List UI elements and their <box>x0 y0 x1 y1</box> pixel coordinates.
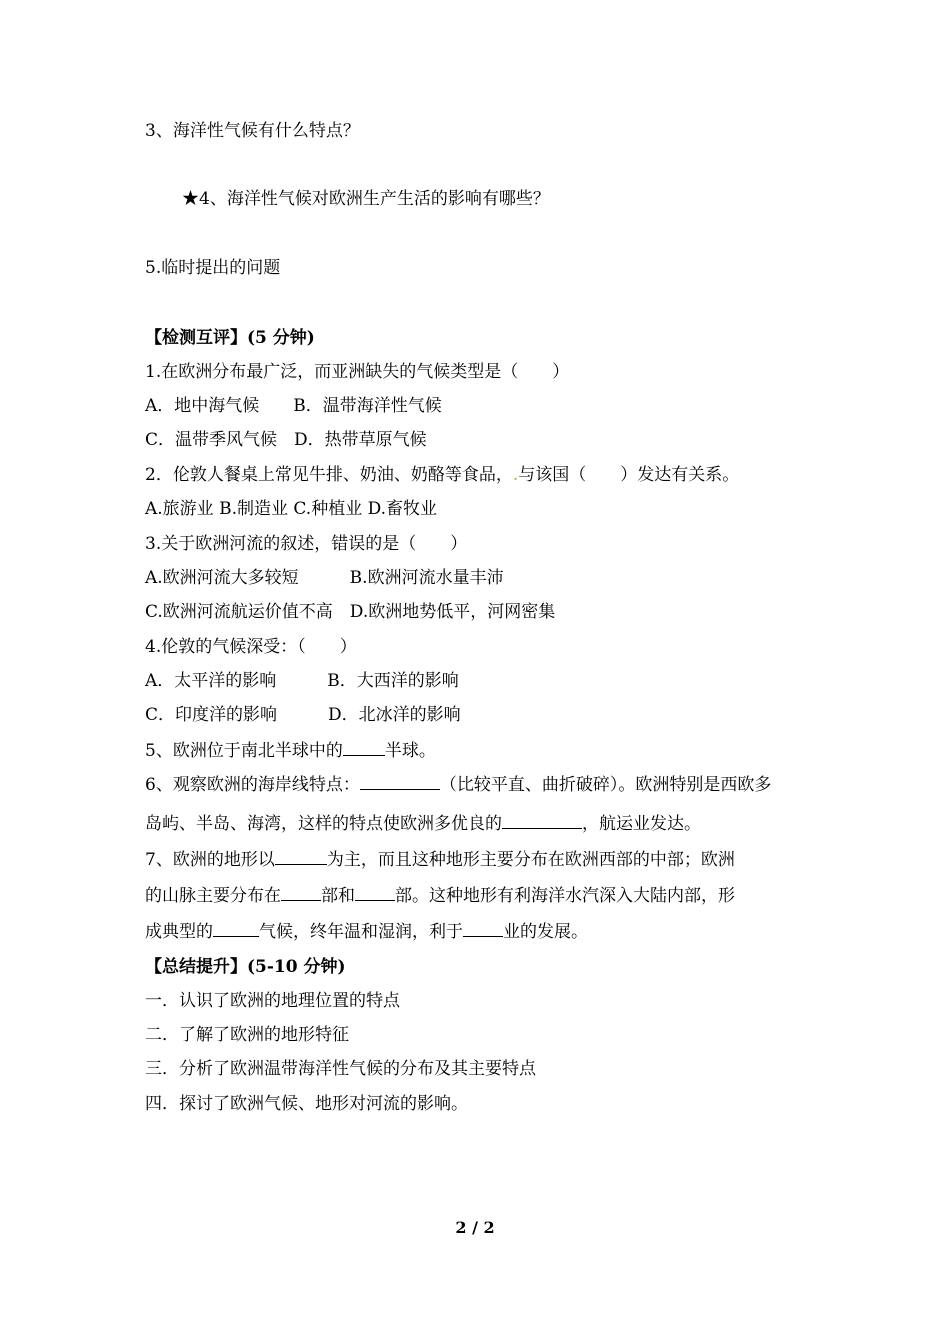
summary-point-1: 一．认识了欧洲的地理位置的特点 <box>145 991 400 1011</box>
test-item-7-line1 <box>145 848 735 871</box>
test-item-2-options: A.旅游业 B.制造业 C.种植业 D.畜牧业 <box>145 499 438 519</box>
question-3: 3、海洋性气候有什么特点？ <box>145 121 360 141</box>
test-item-6-line2 <box>145 812 701 835</box>
test-item-7-text-4: 部。这种地形有利海洋水汽深入大陆内部，形 <box>395 886 735 906</box>
test-item-2-part2: 与该国（ ）发达有关系。 <box>518 465 740 485</box>
test-item-7-line3 <box>145 920 588 943</box>
summary-section-heading: 【总结提升】(5-10 分钟) <box>145 957 346 977</box>
test-item-2 <box>145 464 739 486</box>
test-item-6-line1 <box>145 773 771 796</box>
test-item-6-text-2: 岛屿、半岛、海湾，这样的特点使欧洲多优良的 <box>145 814 502 834</box>
question-5: 5.临时提出的问题 <box>145 258 281 278</box>
test-item-7-text-2: 的山脉主要分布在 <box>145 886 281 906</box>
test-item-3-options-cd: C.欧洲河流航运价值不高 D.欧洲地势低平，河网密集 <box>145 602 556 622</box>
test-item-3-options-ab: A.欧洲河流大多较短 B.欧洲河流水量丰沛 <box>145 568 504 588</box>
test-item-1: 1.在欧洲分布最广泛，而亚洲缺失的气候类型是（ ） <box>145 362 570 382</box>
test-item-4-options-cd: C．印度洋的影响 D．北冰洋的影响 <box>145 705 461 725</box>
summary-point-2: 二．了解了欧洲的地形特征 <box>145 1025 349 1045</box>
test-item-6-text: 6、观察欧洲的海岸线特点： <box>145 775 360 795</box>
fill-blank[interactable] <box>281 884 321 901</box>
fill-blank[interactable] <box>463 920 503 937</box>
test-item-6-text-end: ，航运业发达。 <box>582 814 701 834</box>
test-section-heading: 【检测互评】(5 分钟) <box>145 328 315 348</box>
test-item-2-part1: 2．伦敦人餐桌上常见牛排、奶油、奶酪等食品， <box>145 465 513 485</box>
fill-blank[interactable] <box>275 848 327 865</box>
summary-point-3: 三．分析了欧洲温带海洋性气候的分布及其主要特点 <box>145 1059 536 1079</box>
test-item-1-options-cd: C．温带季风气候 D．热带草原气候 <box>145 430 427 450</box>
test-item-4-options-ab: A．太平洋的影响 B．大西洋的影响 <box>145 671 459 691</box>
test-item-5-text: 5、欧洲位于南北半球中的 <box>145 741 343 761</box>
test-item-7-text: 7、欧洲的地形以 <box>145 850 275 870</box>
test-item-7-text-6: 气候，终年温和湿润，利于 <box>259 922 463 942</box>
test-item-3: 3.关于欧洲河流的叙述，错误的是（ ） <box>145 534 468 554</box>
page-number: 2 / 2 <box>455 1218 495 1237</box>
test-item-5 <box>145 739 436 762</box>
edit-mark: . <box>512 465 519 485</box>
test-item-7-text-3: 部和 <box>321 886 355 906</box>
fill-blank[interactable] <box>360 773 440 790</box>
test-item-5-text-end: 半球。 <box>384 741 436 761</box>
test-item-6-text-cont: （比较平直、曲折破碎）。欧洲特别是西欧多 <box>439 775 772 795</box>
question-4-starred: ★4、海洋性气候对欧洲生产生活的影响有哪些？ <box>182 189 550 209</box>
test-item-1-options-ab: A．地中海气候 B．温带海洋性气候 <box>145 396 442 416</box>
test-item-7-text-5: 成典型的 <box>145 922 213 942</box>
fill-blank[interactable] <box>355 884 395 901</box>
fill-blank[interactable] <box>213 920 259 937</box>
test-item-4: 4.伦敦的气候深受：（ ） <box>145 637 357 657</box>
summary-point-4: 四．探讨了欧洲气候、地形对河流的影响。 <box>145 1094 468 1114</box>
test-item-7-text-cont: 为主，而且这种地形主要分布在欧洲西部的中部；欧洲 <box>326 850 735 870</box>
fill-blank[interactable] <box>502 812 582 829</box>
test-item-7-line2 <box>145 884 735 907</box>
test-item-7-text-end: 业的发展。 <box>503 922 588 942</box>
fill-blank[interactable] <box>343 739 385 756</box>
